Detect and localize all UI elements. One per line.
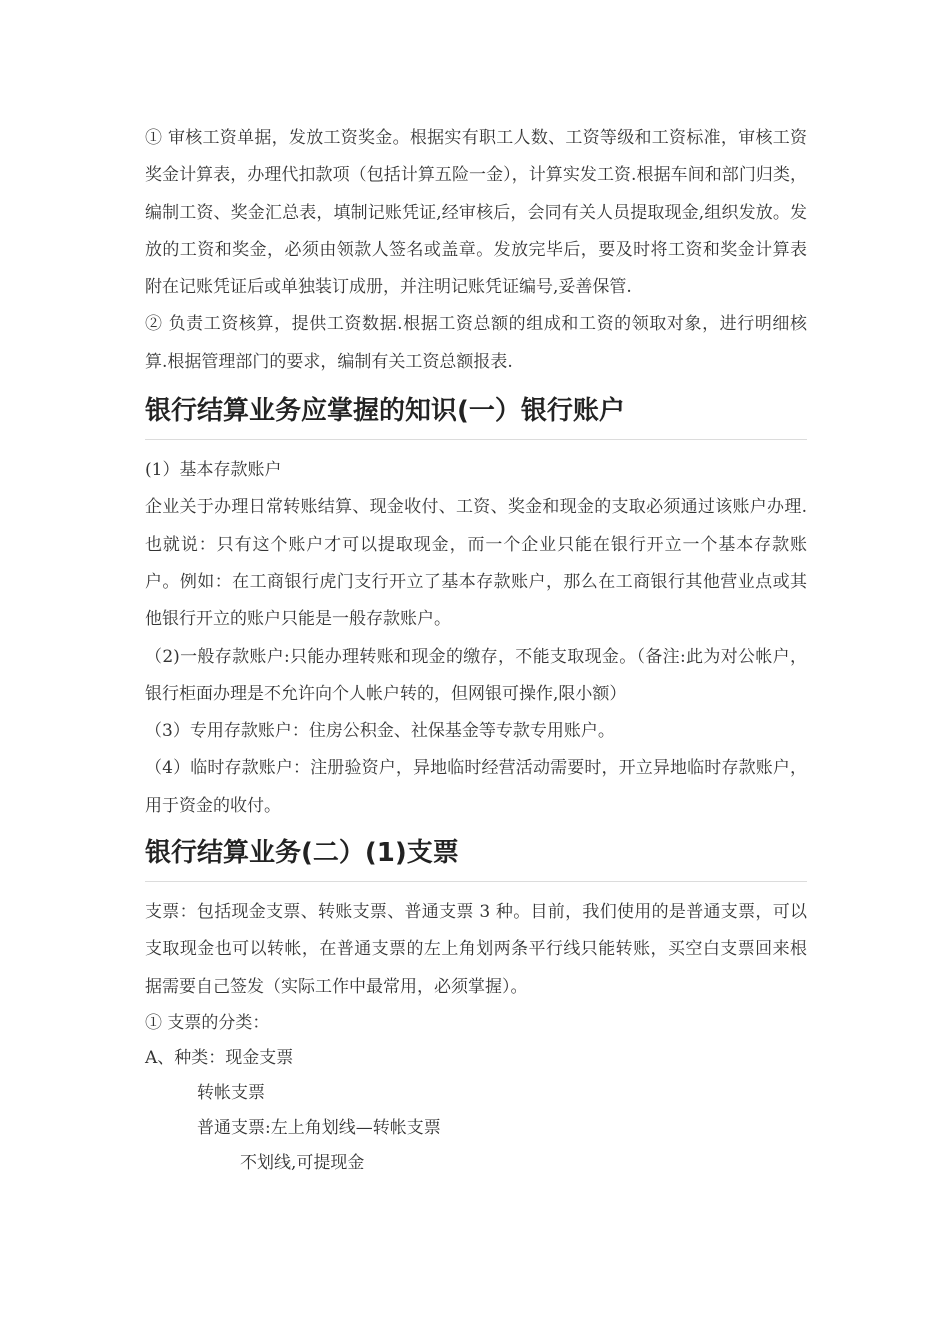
list-item-cash-cheque: A、种类：现金支票 bbox=[145, 1047, 294, 1068]
section-heading-bank-accounts: 银行结算业务应掌握的知识(一）银行账户 bbox=[145, 383, 807, 440]
list-item-transfer-cheque: 转帐支票 bbox=[197, 1082, 265, 1103]
list-item-ordinary-cheque: 普通支票:左上角划线—转帐支票 bbox=[197, 1117, 441, 1138]
paragraph-special-account: （3）专用存款账户：住房公积金、社保基金等专款专用账户。 bbox=[145, 721, 615, 742]
paragraph-temporary-account: （4）临时存款账户：注册验资户，异地临时经营活动需要时，开立异地临时存款账户，用于资金的收付。 bbox=[145, 758, 807, 816]
paragraph-cheque-classification: ① 支票的分类： bbox=[145, 1012, 270, 1033]
paragraph-payroll-audit: ① 审核工资单据，发放工资奖金。根据实有职工人数、工资等级和工资标准，审核工资奖金计算表，办理代扣款项（包括计算五险一金），计算实发工资.根据车间和部门归类，编制工资、奖金汇总表，填制记账凭证,经审核后，会同有关人员提取现金,组织发放。发放的工资和奖金，必须由领款人签名或盖章。发放完毕后，要及时将工资和奖金计算表附在记账凭证后或单独装订成册，并注明记账凭证编号,妥善保管. bbox=[145, 128, 807, 298]
paragraph-basic-account-title: (1）基本存款账户 bbox=[145, 460, 282, 481]
paragraph-basic-account-desc: 企业关于办理日常转账结算、现金收付、工资、奖金和现金的支取必须通过该账户办理.也就说：只有这个账户才可以提取现金，而一个企业只能在银行开立一个基本存款账户。例如：在工商银行虎门支行开立了基本存款账户，那么在工商银行其他营业点或其他银行开立的账户只能是一般存款账户。 bbox=[145, 497, 807, 630]
document-page bbox=[145, 120, 807, 1181]
paragraph-payroll-accounting: ② 负责工资核算，提供工资数据.根据工资总额的组成和工资的领取对象，进行明细核算.根据管理部门的要求，编制有关工资总额报表. bbox=[145, 314, 807, 372]
list-item-uncrossed-cheque: 不划线,可提现金 bbox=[240, 1152, 365, 1173]
paragraph-cheque-types: 支票：包括现金支票、转账支票、普通支票 3 种。目前，我们使用的是普通支票，可以支取现金也可以转帐，在普通支票的左上角划两条平行线只能转账，买空白支票回来根据需要自己签发（实际工作中最常用，必须掌握）。 bbox=[145, 902, 807, 997]
paragraph-general-account: （2)一般存款账户:只能办理转账和现金的缴存，不能支取现金。（备注:此为对公帐户，银行柜面办理是不允许向个人帐户转的，但网银可操作,限小额） bbox=[145, 646, 807, 704]
section-heading-cheques: 银行结算业务(二）(1)支票 bbox=[145, 825, 807, 882]
